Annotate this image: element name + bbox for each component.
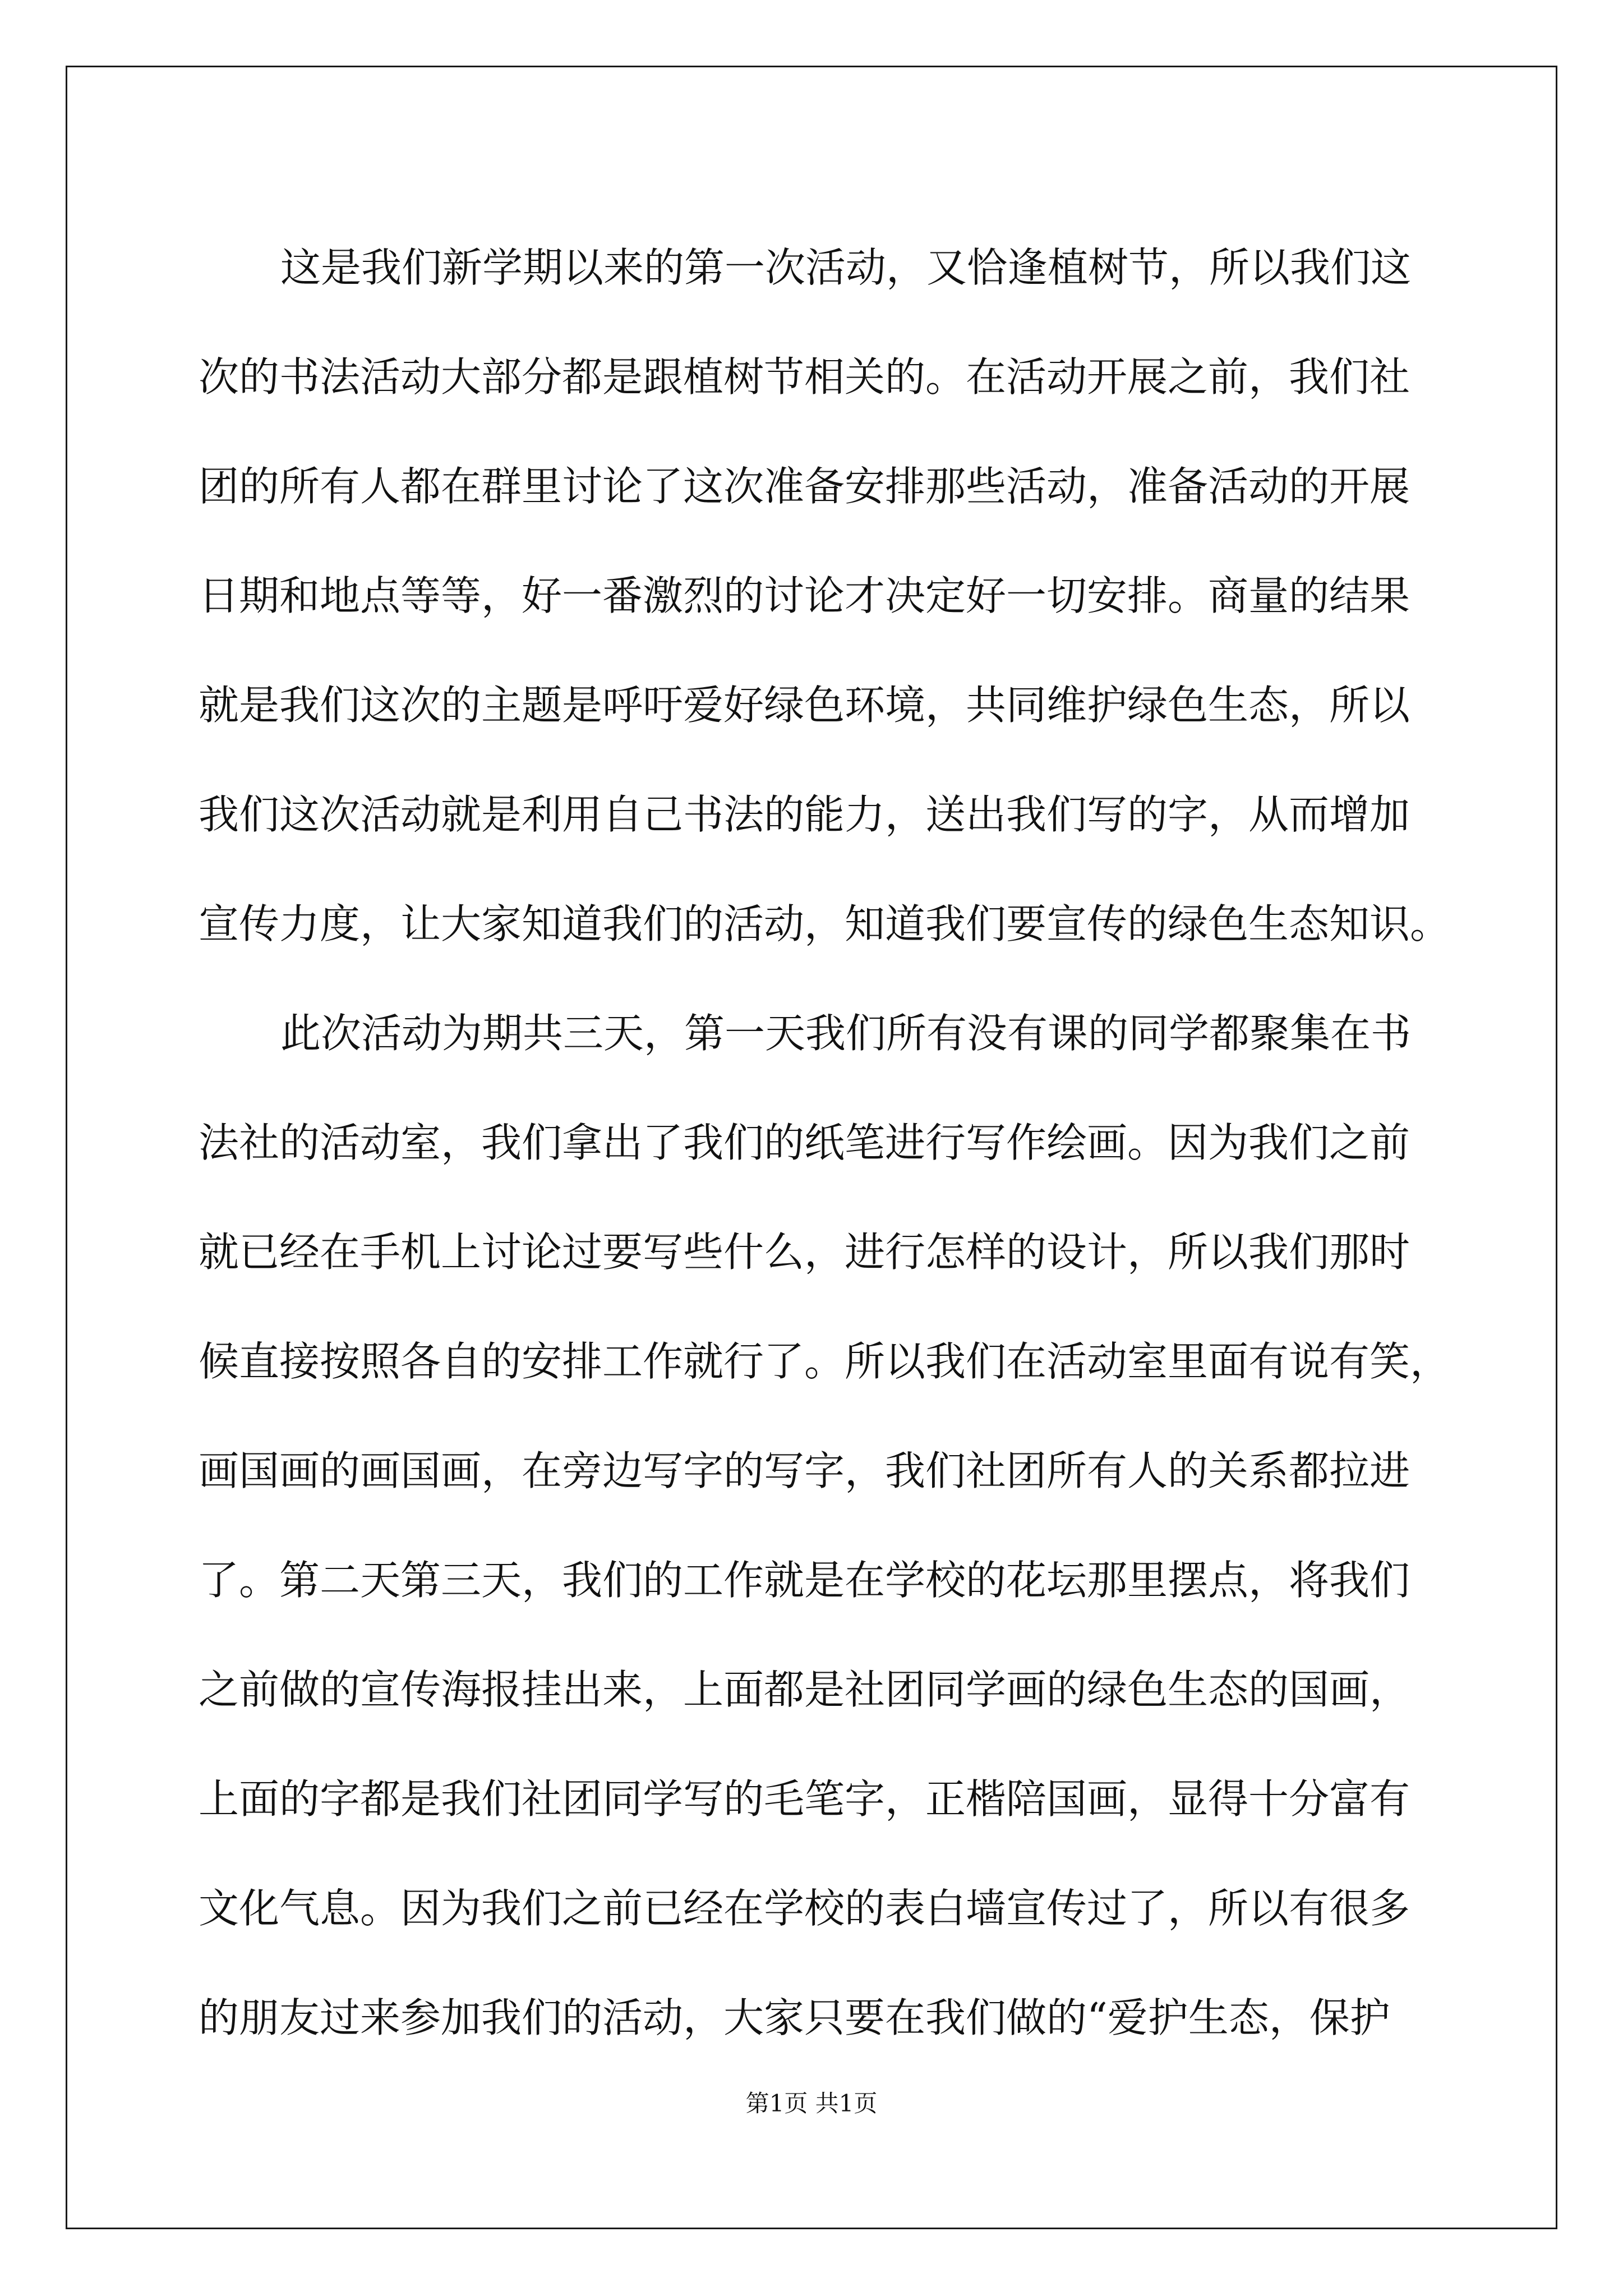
paragraph-1-line-6: 我们这次活动就是利用自己书法的能力，送出我们写的字，从而增加 [199,791,1410,838]
document-body [199,213,1451,2073]
paragraph-2-line-8: 上面的字都是我们社团同学写的毛笔字，正楷陪国画，显得十分富有 [199,1775,1410,1823]
paragraph-2-line-5: 画国画的画国画，在旁边写字的写字，我们社团所有人的关系都拉进 [199,1447,1410,1494]
paragraph-2-line-6: 了。第二天第三天，我们的工作就是在学校的花坛那里摆点，将我们 [199,1557,1410,1604]
paragraph-1-line-3: 团的所有人都在群里讨论了这次准备安排那些活动，准备活动的开展 [199,463,1410,510]
page-number: 第1页 共1页 [745,2090,878,2117]
paragraph-1-line-5: 就是我们这次的主题是呼吁爱好绿色环境，共同维护绿色生态，所以 [199,682,1410,729]
paragraph-2-line-9: 文化气息。因为我们之前已经在学校的表白墙宣传过了，所以有很多 [199,1885,1410,1932]
paragraph-1-line-7: 宣传力度，让大家知道我们的活动，知道我们要宣传的绿色生态知识。 [199,900,1451,947]
paragraph-1-line-2: 次的书法活动大部分都是跟植树节相关的。在活动开展之前，我们社 [199,353,1410,401]
paragraph-1-line-1: 这是我们新学期以来的第一次活动，又恰逢植树节，所以我们这 [280,244,1412,291]
paragraph-2-line-1: 此次活动为期共三天，第一天我们所有没有课的同学都聚集在书 [280,1010,1412,1057]
paragraph-2-line-3: 就已经在手机上讨论过要写些什么，进行怎样的设计，所以我们那时 [199,1228,1410,1276]
paragraph-1-line-4: 日期和地点等等，好一番激烈的讨论才决定好一切安排。商量的结果 [199,572,1410,619]
paragraph-2-line-7: 之前做的宣传海报挂出来，上面都是社团同学画的绿色生态的国画， [199,1666,1410,1713]
paragraph-2-line-4: 候直接按照各自的安排工作就行了。所以我们在活动室里面有说有笑， [199,1338,1451,1385]
paragraph-2-line-2: 法社的活动室，我们拿出了我们的纸笔进行写作绘画。因为我们之前 [199,1119,1410,1166]
paragraph-2-line-10: 的朋友过来参加我们的活动，大家只要在我们做的“爱护生态，保护 [199,1994,1390,2041]
